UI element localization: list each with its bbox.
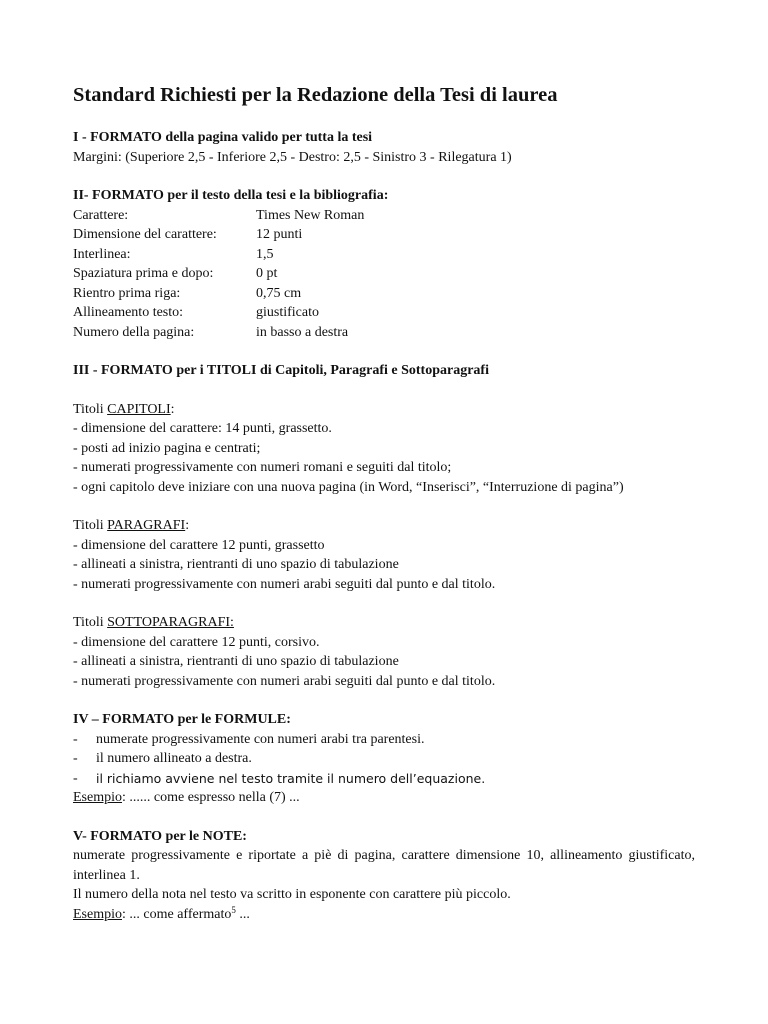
formula-example: Esempio: ...... come espresso nella (7) ... <box>73 790 300 805</box>
list-item: - posti ad inizio pagina e centrati; <box>73 440 261 456</box>
section-text-format <box>73 186 695 342</box>
format-label: Rientro prima riga: <box>73 285 181 301</box>
list-item: - dimensione del carattere 12 punti, grassetto <box>73 537 325 553</box>
format-row <box>73 284 695 304</box>
format-row <box>73 225 695 245</box>
notes-paragraph: numerate progressivamente e riportate a piè di pagina, carattere dimensione 10, allineamento giustificato, interlinea 1. <box>73 848 695 883</box>
sottoparagrafi-block <box>73 613 695 691</box>
list-item: - numerati progressivamente con numeri romani e seguiti dal titolo; <box>73 460 452 475</box>
list-item: - allineati a sinistra, rientranti di uno spazio di tabulazione <box>73 557 399 572</box>
section-heading: IV – FORMATO per le FORMULE: <box>73 712 291 727</box>
list-item: - il numero allineato a destra. <box>73 751 252 766</box>
list-item: - allineati a sinistra, rientranti di uno spazio di tabulazione <box>73 654 399 669</box>
paragrafi-title: Titoli PARAGRAFI: <box>73 518 190 533</box>
notes-line: Il numero della nota nel testo va scritto in esponente con carattere più piccolo. <box>73 887 511 902</box>
format-value: Times New Roman <box>256 207 365 223</box>
format-row <box>73 206 695 226</box>
format-row <box>73 303 695 323</box>
format-label: Interlinea: <box>73 246 131 262</box>
section-formulas-format <box>73 710 695 808</box>
format-value: giustificato <box>256 305 319 320</box>
section-heading: I - FORMATO della pagina valido per tutta la tesi <box>73 130 373 145</box>
format-value: 0,75 cm <box>256 285 302 301</box>
format-label: Spaziatura prima e dopo: <box>73 266 214 281</box>
format-value: 0 pt <box>256 266 278 281</box>
list-item: - numerate progressivamente con numeri arabi tra parentesi. <box>73 731 425 747</box>
list-item: - ogni capitolo deve iniziare con una nuova pagina (in Word, “Inserisci”, “Interruzione di pagina”) <box>73 479 624 495</box>
margins-text: Margini: (Superiore 2,5 - Inferiore 2,5 - Destro: 2,5 - Sinistro 3 - Rilegatura 1) <box>73 149 512 165</box>
section-heading: V- FORMATO per le NOTE: <box>73 828 247 844</box>
document-title: Standard Richiesti per la Redazione della Tesi di laurea <box>73 84 558 106</box>
capitoli-block <box>73 400 695 498</box>
format-row <box>73 245 695 265</box>
format-value: in basso a destra <box>256 324 349 340</box>
section-notes-format <box>73 827 695 925</box>
format-label: Carattere: <box>73 207 129 223</box>
sottoparagrafi-title: Titoli SOTTOPARAGRAFI: <box>73 615 234 630</box>
notes-example: Esempio: ... come affermato$^5$ ... <box>73 904 250 922</box>
format-label: Allineamento testo: <box>73 305 184 320</box>
format-label: Dimensione del carattere: <box>73 227 217 242</box>
list-item: - numerati progressivamente con numeri arabi seguiti dal punto e dal titolo. <box>73 673 496 689</box>
section-page-format <box>73 128 695 167</box>
format-label: Numero della pagina: <box>73 324 195 340</box>
capitoli-title: Titoli CAPITOLI: <box>73 401 175 417</box>
list-item: - dimensione del carattere: 14 punti, grassetto. <box>73 421 332 436</box>
list-item: - il richiamo avviene nel testo tramite il numero dell’equazione. <box>73 770 486 786</box>
section-titles-format <box>73 361 695 691</box>
format-value: 12 punti <box>256 227 303 242</box>
paragrafi-block <box>73 516 695 594</box>
section-heading: III - FORMATO per i TITOLI di Capitoli, Paragrafi e Sottoparagrafi <box>73 363 489 378</box>
footnote-marker: 5 <box>231 904 236 915</box>
list-item: - dimensione del carattere 12 punti, corsivo. <box>73 634 320 650</box>
format-row <box>73 323 695 343</box>
list-item: - numerati progressivamente con numeri arabi seguiti dal punto e dal titolo. <box>73 576 496 592</box>
format-row <box>73 264 695 284</box>
section-heading: II- FORMATO per il testo della tesi e la bibliografia: <box>73 188 389 203</box>
format-value: 1,5 <box>256 246 274 262</box>
